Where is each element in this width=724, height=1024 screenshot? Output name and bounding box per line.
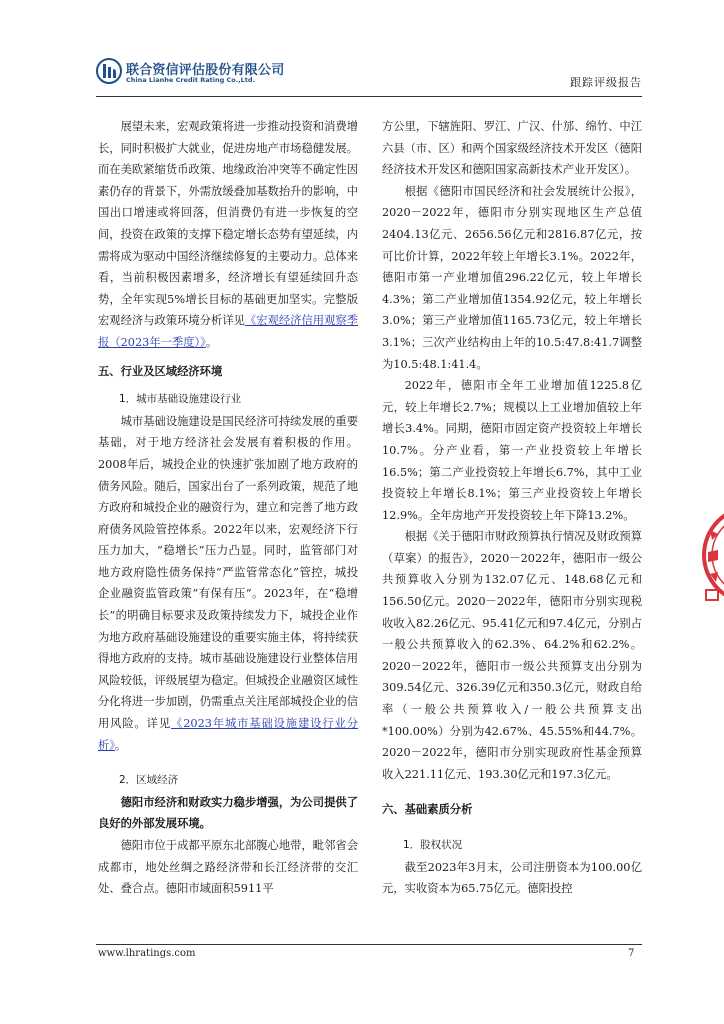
company-logo-icon [96, 58, 122, 84]
urban-infrastructure-end: 。 [114, 738, 127, 752]
equity-paragraph: 截至2023年3月末，公司注册资本为100.00亿元，实收资本为65.75亿元。德阳投控 [382, 860, 642, 896]
header-divider [96, 96, 642, 97]
macro-report-link[interactable]: 《宏观经济信用观察季报（2023年一季度）》 [98, 314, 358, 349]
fiscal-budget-paragraph: 根据《关于德阳市财政预算执行情况及财政预算（草案）的报告》，2020－2022年，德阳市一级公共预算收入分别为132.07亿元、148.68亿元和156.50亿元。2020－2022年，德阳市分别实现税收收入82.26亿元、95.41亿元和97.4亿元，分别占一般公共预算收入的62.3%、64.2%和62.2%。2020－2022年，德阳市一级公共预算支出分别为309.54亿元、326.39亿元和350.3亿元，财政自给率（一般公共预算收入/一般公共预算支出*100.00%）分别为42.67%、45.55%和44.7%。2020－2022年，德阳市分别实现政府性基金预算收入221.11亿元、193.30亿元和197.3亿元。 [382, 530, 642, 781]
section-5-title: 五、行业及区域经济环境 [98, 364, 223, 378]
gdp-statistics-paragraph: 根据《德阳市国民经济和社会发展统计公报》，2020－2022年，德阳市分别实现地区生产总值2404.13亿元、2656.56亿元和2816.87亿元，按可比价计算，2022年较上年增长3.1%。2022年，德阳市第一产业增加值296.22亿元，较上年增长4.3%；第二产业增加值1354.92亿元，较上年增长3.0%；第三产业增加值1165.73亿元，较上年增长3.1%；三次产业结构由上年的10.5:47.8:41.7调整为10.5:48.1:41.4。 [382, 184, 642, 371]
company-name-en: China Lianhe Credit Rating Co.,Ltd. [126, 76, 256, 84]
company-name-cn: 联合资信评估股份有限公司 [126, 63, 285, 78]
regional-economy-summary: 德阳市经济和财政实力稳步增强，为公司提供了良好的外部发展环境。 [98, 795, 358, 831]
right-column [382, 116, 642, 900]
macro-outlook-text: 展望未来，宏观政策将进一步推动投资和消费增长，同时积极扩大就业，促进房地产市场稳健发展。而在美欧紧缩货币政策、地缘政治冲突等不确定性因素仍存的背景下，外需放缓叠加基数抬升的影响，中国出口增速或将回落，但消费仍有进一步恢复的空间，投资在政策的支撑下稳定增长态势有望延续，内需将成为驱动中国经济继续修复的主要动力。总体来看，当前积极因素增多，经济增长有望延续回升态势，全年实现5%增长目标的基础更加坚实。完整版宏观经济与政策环境分析详见 [98, 120, 358, 328]
industry-analysis-link[interactable]: 《2023年城市基础设施建设行业分析》 [98, 717, 358, 752]
subsection-urban-infrastructure-title: 1．城市基础设施建设行业 [119, 393, 242, 406]
footer-website-link[interactable]: www.lhratings.com [98, 948, 196, 959]
subsection-equity-title: 1．股权状况 [403, 839, 463, 851]
report-type-label: 跟踪评级报告 [570, 76, 642, 89]
footer-divider [96, 944, 642, 945]
deyang-districts-paragraph: 方公里，下辖旌阳、罗江、广汉、什邡、绵竹、中江六县（市、区）和两个国家级经济技术开发区（德阳经济技术开发区和德阳国家高新技术产业开发区）。 [382, 120, 642, 177]
seal-stamp-icon [700, 490, 724, 620]
deyang-location-paragraph: 德阳市位于成都平原东北部腹心地带，毗邻省会成都市，地处丝绸之路经济带和长江经济带的交汇处、叠合点。德阳市域面积5911平 [98, 839, 358, 896]
subsection-regional-economy-title: 2．区域经济 [119, 774, 179, 787]
urban-infrastructure-text: 城市基础设施建设是国民经济可持续发展的重要基础，对于地方经济社会发展有着积极的作用。2008年后，城投企业的快速扩张加剧了地方政府的债务风险。随后，国家出台了一系列政策，规范了地方政府和城投企业的融资行为，建立和完善了地方政府债务风险管控体系。2022年以来，宏观经济下行压力加大，“稳增长”压力凸显。同时，监管部门对地方政府隐性债务保持“严监管常态化”管控，城投企业融资监管政策“有保有压”。2023年，在“稳增长”的明确目标要求及政策持续发力下，城投企业作为地方政府基础设施建设的重要实施主体，将持续获得地方政府的支持。城市基础设施建设行业整体信用风险较低，评级展望为稳定。但城投企业融资区域性分化将进一步加剧，仍需重点关注尾部城投企业的信用风险。详见 [98, 414, 358, 731]
left-column [98, 116, 358, 900]
page-number: 7 [628, 948, 635, 959]
macro-outlook-end: 。 [205, 335, 218, 349]
industry-investment-paragraph: 2022年，德阳市全年工业增加值1225.8亿元，较上年增长2.7%；规模以上工业增加值较上年增长3.4%。同期，德阳市固定资产投资较上年增长10.7%。分产业看，第一产业投资较上年增长16.5%；第二产业投资较上年增长6.7%，其中工业投资较上年增长8.1%；第三产业投资较上年增长12.9%。全年房地产开发投资较上年下降13.2%。 [382, 379, 642, 522]
urban-infrastructure-paragraph [98, 411, 358, 757]
macro-outlook-paragraph [98, 116, 358, 354]
section-6-title: 六、基础素质分析 [382, 803, 473, 817]
